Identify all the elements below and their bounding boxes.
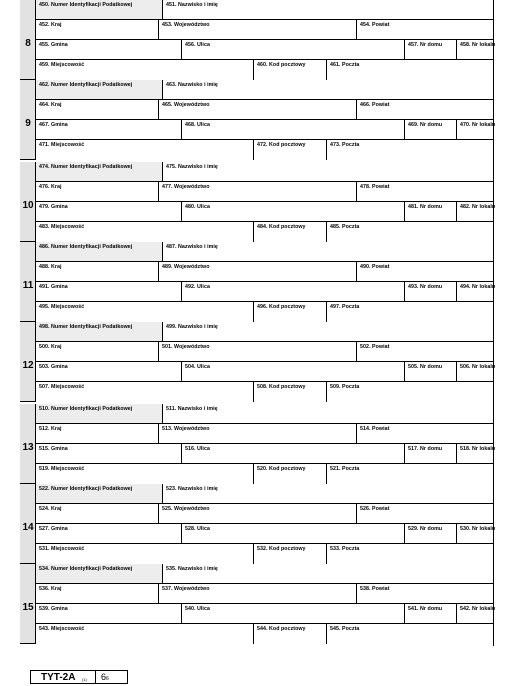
field-label: 461. Poczta [330, 62, 360, 68]
block-number: 14 [22, 522, 34, 533]
entity-block [20, 564, 496, 644]
name-field[interactable] [162, 484, 493, 503]
field-label: 460. Kod pocztowy [257, 62, 306, 68]
nip-field[interactable] [36, 564, 162, 583]
field-label: 470. Nr lokalu [460, 122, 496, 128]
divider [95, 671, 96, 683]
field-label: 454. Powiat [360, 22, 390, 28]
field-label: 522. Numer Identyfikacji Podatkowej [39, 486, 133, 492]
field-label: 533. Poczta [330, 546, 360, 552]
form-row [36, 544, 493, 564]
city-field[interactable] [36, 464, 253, 484]
municipality-field[interactable] [36, 282, 181, 301]
form-row [36, 464, 493, 484]
field-label: 491. Gmina [39, 284, 68, 290]
block-number-column [20, 0, 36, 79]
country-field[interactable] [36, 584, 158, 603]
field-label: 514. Powiat [360, 426, 390, 432]
form-row [36, 362, 496, 382]
field-label: 524. Kraj [39, 506, 62, 512]
voivodeship-field[interactable] [158, 342, 356, 361]
block-number-column [20, 322, 36, 401]
field-label: 532. Kod pocztowy [257, 546, 306, 552]
field-label: 527. Gmina [39, 526, 68, 532]
block-number-column [20, 404, 36, 483]
apartment-number-field[interactable] [456, 282, 496, 301]
nip-field[interactable] [36, 242, 162, 261]
field-label: 450. Numer Identyfikacji Podatkowej [39, 2, 133, 8]
field-label: 492. Ulica [185, 284, 210, 290]
block-number-column [20, 80, 36, 159]
page-number [101, 672, 109, 682]
form-row [36, 162, 493, 182]
form-row [36, 322, 493, 342]
field-label: 506. Nr lokalu [460, 364, 496, 370]
field-label: 538. Powiat [360, 586, 390, 592]
page-total: 6 [106, 676, 109, 682]
voivodeship-field[interactable] [158, 584, 356, 603]
form-code: TYT-2A [41, 672, 76, 683]
house-number-field[interactable] [404, 282, 456, 301]
field-label: 464. Kraj [39, 102, 62, 108]
field-label: 515. Gmina [39, 446, 68, 452]
postal-code-field[interactable] [253, 464, 326, 484]
field-label: 509. Poczta [330, 384, 360, 390]
form-row [36, 140, 493, 160]
block-number-column [20, 242, 36, 321]
form-row [36, 60, 493, 80]
form-row [36, 80, 493, 100]
block-number-column [20, 162, 36, 241]
voivodeship-field[interactable] [158, 262, 356, 281]
entity-block [20, 484, 496, 564]
form-row [36, 182, 493, 202]
county-field[interactable] [356, 20, 493, 39]
apartment-number-field[interactable] [456, 604, 496, 623]
entity-block [20, 404, 496, 484]
street-field[interactable] [181, 120, 404, 139]
field-label: 498. Numer Identyfikacji Podatkowej [39, 324, 133, 330]
field-label: 525. Województwo [162, 506, 210, 512]
postal-code-field[interactable] [253, 544, 326, 564]
form-code-box [30, 670, 128, 684]
field-label: 504. Ulica [185, 364, 210, 370]
field-label: 534. Numer Identyfikacji Podatkowej [39, 566, 133, 572]
street-field[interactable] [181, 282, 404, 301]
field-label: 499. Nazwisko i imię [166, 324, 218, 330]
field-label: 513. Województwo [162, 426, 210, 432]
nip-field[interactable] [36, 80, 162, 99]
form-row [36, 524, 496, 544]
field-label: 518. Nr lokalu [460, 446, 496, 452]
field-label: 467. Gmina [39, 122, 68, 128]
form-row [36, 262, 493, 282]
field-label: 541. Nr domu [408, 606, 443, 612]
field-label: 483. Miejscowość [39, 224, 85, 230]
field-label: 469. Nr domu [408, 122, 443, 128]
apartment-number-field[interactable] [456, 362, 496, 381]
field-label: 535. Nazwisko i imię [166, 566, 218, 572]
entity-block [20, 242, 496, 322]
municipality-field[interactable] [36, 604, 181, 623]
house-number-field[interactable] [404, 604, 456, 623]
field-label: 459. Miejscowość [39, 62, 85, 68]
field-label: 468. Ulica [185, 122, 210, 128]
name-field[interactable] [162, 80, 493, 99]
form-row [36, 404, 493, 424]
form-row [36, 100, 493, 120]
field-label: 521. Poczta [330, 466, 360, 472]
name-field[interactable] [162, 0, 493, 19]
entity-block [20, 0, 496, 80]
field-label: 508. Kod pocztowy [257, 384, 306, 390]
block-number: 13 [22, 442, 34, 453]
city-field[interactable] [36, 382, 253, 402]
field-label: 453. Województwo [162, 22, 210, 28]
apartment-number-field[interactable] [456, 40, 496, 59]
field-label: 545. Poczta [330, 626, 360, 632]
house-number-field[interactable] [404, 40, 456, 59]
country-field[interactable] [36, 182, 158, 201]
field-label: 473. Poczta [330, 142, 360, 148]
field-label: 477. Województwo [162, 184, 210, 190]
street-field[interactable] [181, 202, 404, 221]
form-row [36, 0, 493, 20]
block-number: 8 [25, 38, 31, 49]
form-row [36, 282, 496, 302]
field-label: 471. Miejscowość [39, 142, 85, 148]
country-field[interactable] [36, 342, 158, 361]
field-label: 485. Poczta [330, 224, 360, 230]
field-label: 465. Województwo [162, 102, 210, 108]
block-number-column [20, 484, 36, 563]
name-field[interactable] [162, 162, 493, 181]
field-label: 501. Województwo [162, 344, 210, 350]
county-field[interactable] [356, 342, 493, 361]
field-label: 476. Kraj [39, 184, 62, 190]
post-office-field[interactable] [326, 60, 493, 80]
page-current: 6 [101, 672, 107, 682]
municipality-field[interactable] [36, 120, 181, 139]
name-field[interactable] [162, 242, 493, 261]
field-label: 479. Gmina [39, 204, 68, 210]
house-number-field[interactable] [404, 444, 456, 463]
field-label: 505. Nr domu [408, 364, 443, 370]
entity-block [20, 162, 496, 242]
field-label: 463. Nazwisko i imię [166, 82, 218, 88]
form-row [36, 222, 493, 242]
field-label: 455. Gmina [39, 42, 68, 48]
field-label: 526. Powiat [360, 506, 390, 512]
city-field[interactable] [36, 302, 253, 322]
form-row [36, 424, 493, 444]
field-label: 531. Miejscowość [39, 546, 85, 552]
post-office-field[interactable] [326, 222, 493, 242]
nip-field[interactable] [36, 484, 162, 503]
postal-code-field[interactable] [253, 624, 326, 644]
field-label: 537. Województwo [162, 586, 210, 592]
field-label: 494. Nr lokalu [460, 284, 496, 290]
name-field[interactable] [162, 404, 493, 423]
post-office-field[interactable] [326, 544, 493, 564]
form-row [36, 504, 493, 524]
country-field[interactable] [36, 100, 158, 119]
postal-code-field[interactable] [253, 302, 326, 322]
field-label: 523. Nazwisko i imię [166, 486, 218, 492]
street-field[interactable] [181, 444, 404, 463]
post-office-field[interactable] [326, 140, 493, 160]
country-field[interactable] [36, 20, 158, 39]
field-label: 462. Numer Identyfikacji Podatkowej [39, 82, 133, 88]
field-label: 466. Powiat [360, 102, 390, 108]
city-field[interactable] [36, 60, 253, 80]
field-label: 503. Gmina [39, 364, 68, 370]
block-number: 15 [22, 602, 34, 613]
field-label: 536. Kraj [39, 586, 62, 592]
field-label: 528. Ulica [185, 526, 210, 532]
form-row [36, 202, 496, 222]
field-label: 472. Kod pocztowy [257, 142, 306, 148]
municipality-field[interactable] [36, 444, 181, 463]
form-row [36, 20, 493, 40]
field-label: 488. Kraj [39, 264, 62, 270]
field-label: 542. Nr lokalu [460, 606, 496, 612]
field-label: 486. Numer Identyfikacji Podatkowej [39, 244, 133, 250]
voivodeship-field[interactable] [158, 20, 356, 39]
name-field[interactable] [162, 564, 493, 583]
form-row [36, 624, 493, 644]
nip-field[interactable] [36, 162, 162, 181]
county-field[interactable] [356, 584, 493, 603]
post-office-field[interactable] [326, 624, 493, 644]
county-field[interactable] [356, 100, 493, 119]
field-label: 452. Kraj [39, 22, 62, 28]
house-number-field[interactable] [404, 362, 456, 381]
form-row [36, 444, 496, 464]
form-row [36, 40, 496, 60]
field-label: 493. Nr domu [408, 284, 443, 290]
field-label: 530. Nr lokalu [460, 526, 496, 532]
postal-code-field[interactable] [253, 60, 326, 80]
apartment-number-field[interactable] [456, 444, 496, 463]
field-label: 478. Powiat [360, 184, 390, 190]
field-label: 517. Nr domu [408, 446, 443, 452]
field-label: 475. Nazwisko i imię [166, 164, 218, 170]
form-row [36, 604, 496, 624]
county-field[interactable] [356, 262, 493, 281]
field-label: 451. Nazwisko i imię [166, 2, 218, 8]
field-label: 487. Nazwisko i imię [166, 244, 218, 250]
field-label: 457. Nr domu [408, 42, 443, 48]
block-number-column [20, 564, 36, 643]
entity-block [20, 80, 496, 160]
house-number-field[interactable] [404, 202, 456, 221]
postal-code-field[interactable] [253, 222, 326, 242]
apartment-number-field[interactable] [456, 524, 496, 543]
county-field[interactable] [356, 424, 493, 443]
field-label: 519. Miejscowość [39, 466, 85, 472]
post-office-field[interactable] [326, 464, 493, 484]
field-label: 520. Kod pocztowy [257, 466, 306, 472]
field-label: 481. Nr domu [408, 204, 443, 210]
field-label: 512. Kraj [39, 426, 62, 432]
county-field[interactable] [356, 182, 493, 201]
field-label: 529. Nr domu [408, 526, 443, 532]
house-number-field[interactable] [404, 524, 456, 543]
street-field[interactable] [181, 524, 404, 543]
field-label: 474. Numer Identyfikacji Podatkowej [39, 164, 133, 170]
postal-code-field[interactable] [253, 382, 326, 402]
form-row [36, 382, 493, 402]
form-row [36, 584, 493, 604]
post-office-field[interactable] [326, 302, 493, 322]
municipality-field[interactable] [36, 40, 181, 59]
street-field[interactable] [181, 40, 404, 59]
form-row [36, 242, 493, 262]
field-label: 540. Ulica [185, 606, 210, 612]
county-field[interactable] [356, 504, 493, 523]
voivodeship-field[interactable] [158, 424, 356, 443]
field-label: 511. Nazwisko i imię [166, 406, 218, 412]
form-row [36, 120, 496, 140]
field-label: 489. Województwo [162, 264, 210, 270]
name-field[interactable] [162, 322, 493, 341]
nip-field[interactable] [36, 322, 162, 341]
apartment-number-field[interactable] [456, 202, 496, 221]
field-label: 507. Miejscowość [39, 384, 85, 390]
block-number: 9 [25, 118, 31, 129]
voivodeship-field[interactable] [158, 504, 356, 523]
field-label: 502. Powiat [360, 344, 390, 350]
country-field[interactable] [36, 424, 158, 443]
voivodeship-field[interactable] [158, 182, 356, 201]
field-label: 484. Kod pocztowy [257, 224, 306, 230]
declaration-form-table [20, 0, 494, 646]
municipality-field[interactable] [36, 362, 181, 381]
form-version: (1) [82, 677, 87, 682]
field-label: 497. Poczta [330, 304, 360, 310]
field-label: 500. Kraj [39, 344, 62, 350]
field-label: 544. Kod pocztowy [257, 626, 306, 632]
block-number: 11 [22, 280, 34, 291]
entity-block [20, 322, 496, 402]
municipality-field[interactable] [36, 524, 181, 543]
form-row [36, 484, 493, 504]
country-field[interactable] [36, 262, 158, 281]
form-row [36, 564, 493, 584]
voivodeship-field[interactable] [158, 100, 356, 119]
city-field[interactable] [36, 222, 253, 242]
field-label: 480. Ulica [185, 204, 210, 210]
apartment-number-field[interactable] [456, 120, 496, 139]
street-field[interactable] [181, 362, 404, 381]
field-label: 543. Miejscowość [39, 626, 85, 632]
field-label: 516. Ulica [185, 446, 210, 452]
field-label: 458. Nr lokalu [460, 42, 496, 48]
nip-field[interactable] [36, 0, 162, 19]
street-field[interactable] [181, 604, 404, 623]
country-field[interactable] [36, 504, 158, 523]
municipality-field[interactable] [36, 202, 181, 221]
field-label: 456. Ulica [185, 42, 210, 48]
city-field[interactable] [36, 544, 253, 564]
block-number: 10 [22, 200, 34, 211]
city-field[interactable] [36, 140, 253, 160]
field-label: 490. Powiat [360, 264, 390, 270]
field-label: 496. Kod pocztowy [257, 304, 306, 310]
post-office-field[interactable] [326, 382, 493, 402]
field-label: 495. Miejscowość [39, 304, 85, 310]
form-row [36, 302, 493, 322]
form-row [36, 342, 493, 362]
block-number: 12 [22, 360, 34, 371]
postal-code-field[interactable] [253, 140, 326, 160]
field-label: 510. Numer Identyfikacji Podatkowej [39, 406, 133, 412]
field-label: 482. Nr lokalu [460, 204, 496, 210]
field-label: 539. Gmina [39, 606, 68, 612]
house-number-field[interactable] [404, 120, 456, 139]
nip-field[interactable] [36, 404, 162, 423]
city-field[interactable] [36, 624, 253, 644]
